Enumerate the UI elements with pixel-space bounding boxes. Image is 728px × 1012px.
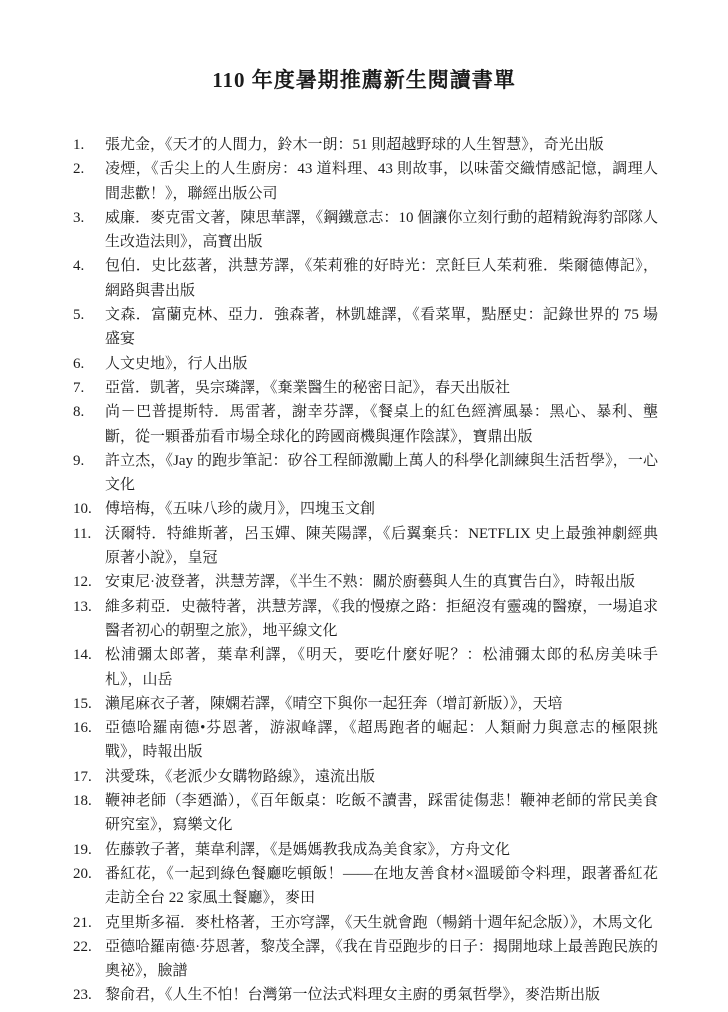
item-number: 6. <box>73 355 85 372</box>
page-title: 110 年度暑期推薦新生閱讀書單 <box>212 68 516 92</box>
list-item <box>73 254 658 303</box>
item-text: 安東尼·波登著，洪慧芳譯，《半生不熟：關於廚藝與人生的真實告白》，時報出版 <box>105 574 635 591</box>
item-text: 凌煙，《舌尖上的人生廚房：43 道料理、43 則故事，以味蕾交織情感記憶，調理人間悲歡！》，聯經出版公司 <box>105 161 658 202</box>
item-text: 傅培梅，《五味八珍的歲月》，四塊玉文創 <box>105 501 376 518</box>
list-item <box>73 497 658 521</box>
item-number: 2. <box>73 161 85 178</box>
item-text: 洪愛珠，《老派少女購物路線》，遠流出版 <box>105 768 376 785</box>
item-text: 包伯．史比茲著，洪慧芳譯，《茱莉雅的好時光：烹飪巨人茱莉雅．柴爾德傳記》，網路與書出版 <box>105 258 658 299</box>
item-text: 番紅花，《一起到綠色餐廳吃頓飯！——在地友善食材×溫暖節令料理，跟著番紅花走訪全台 22 家風土餐廳》，麥田 <box>105 865 658 907</box>
item-text: 亞德哈羅南德·芬恩著，黎茂全譯，《我在肯亞跑步的日子：揭開地球上最善跑民族的奧祕》，臉譜 <box>105 938 658 980</box>
list-item <box>73 911 658 935</box>
item-text: 亞當．凱著，吳宗璘譯，《棄業醫生的秘密日記》，春天出版社 <box>105 379 511 396</box>
item-number: 7. <box>73 379 85 396</box>
item-number: 9. <box>73 452 85 469</box>
item-number: 11. <box>73 525 92 542</box>
list-item <box>73 765 658 789</box>
list-item <box>73 595 658 644</box>
item-text: 人文史地》，行人出版 <box>105 355 248 372</box>
item-text: 維多莉亞．史薇特著，洪慧芳譯，《我的慢療之路：拒絕沒有靈魂的醫療，一場追求醫者初心的朝聖之旅》，地平線文化 <box>105 598 658 639</box>
list-item <box>73 522 658 571</box>
list-item <box>73 983 658 1007</box>
list-item <box>73 838 658 862</box>
list-item <box>73 133 658 157</box>
item-number: 19. <box>73 841 92 858</box>
item-number: 1. <box>73 137 85 153</box>
list-item <box>73 643 658 692</box>
item-number: 17. <box>73 768 92 785</box>
item-number: 23. <box>73 987 92 1004</box>
list-item <box>73 206 658 255</box>
item-text: 佐藤敦子著，葉韋利譯，《是媽媽教我成為美食家》，方舟文化 <box>105 841 511 858</box>
item-number: 12. <box>73 574 92 591</box>
item-number: 15. <box>73 695 92 712</box>
item-text: 文森．富蘭克林、亞力．強森著，林凱雄譯，《看菜單，點歷史：記錄世界的 75 場盛宴 <box>105 307 658 348</box>
item-number: 13. <box>73 598 92 615</box>
item-number: 3. <box>73 209 85 226</box>
item-text: 瀨尾麻衣子著，陳嫻若譯，《晴空下與你一起狂奔（增訂新版）》，天培 <box>105 695 563 712</box>
item-text: 鞭神老師（李廼澔），《百年飯桌：吃飯不讀書，踩雷徒傷悲！鞭神老師的常民美食研究室》，寫樂文化 <box>105 793 658 834</box>
item-number: 20. <box>73 865 92 882</box>
list-item <box>73 449 658 498</box>
item-text: 許立杰，《Jay 的跑步筆記：矽谷工程師激勵上萬人的科學化訓練與生活哲學》，一心文化 <box>105 452 658 494</box>
item-number: 8. <box>73 404 85 421</box>
item-text: 松浦彌太郎著，葉韋利譯，《明天，要吃什麼好呢？：松浦彌太郎的私房美味手札》，山岳 <box>105 647 658 688</box>
item-number: 10. <box>73 501 92 518</box>
item-text: 克里斯多福．麥杜格著，王亦穹譯，《天生就會跑（暢銷十週年紀念版）》，木馬文化 <box>105 914 653 931</box>
list-item <box>73 862 658 911</box>
item-number: 16. <box>73 720 92 737</box>
item-text: 亞德哈羅南德•芬恩著，游淑峰譯，《超馬跑者的崛起：人類耐力與意志的極限挑戰》，時報出版 <box>105 720 658 761</box>
list-item <box>73 400 658 449</box>
item-text: 威廉．麥克雷文著，陳思華譯，《鋼鐵意志：10 個讓你立刻行動的超精銳海豹部隊人生改造法則》，高寶出版 <box>105 209 658 251</box>
item-number: 18. <box>73 793 92 810</box>
item-text: 尚－巴普提斯特．馬雷著，謝幸芬譯，《餐桌上的紅色經濟風暴：黑心、暴利、壟斷，從一顆番茄看市場全球化的跨國商機與運作陰謀》，寶鼎出版 <box>105 404 658 445</box>
list-item <box>73 692 658 716</box>
reading-list <box>0 133 728 1008</box>
list-item <box>73 935 658 984</box>
item-number: 22. <box>73 938 92 955</box>
list-item <box>73 789 658 838</box>
list-item <box>73 303 658 352</box>
item-number: 14. <box>73 647 92 664</box>
list-item <box>73 716 658 765</box>
item-text: 黎俞君，《人生不怕！台灣第一位法式料理女主廚的勇氣哲學》，麥浩斯出版 <box>105 987 601 1004</box>
item-text: 張尤金，《天才的人間力，鈴木一朗：51 則超越野球的人生智慧》，奇光出版 <box>105 137 604 153</box>
item-text: 沃爾特．特維斯著，呂玉嬋、陳芙陽譯，《后翼棄兵：NETFLIX 史上最強神劇經典原著小說》，皇冠 <box>105 525 658 567</box>
item-number: 5. <box>73 307 85 324</box>
item-number: 21. <box>73 914 92 931</box>
list-item <box>73 157 658 206</box>
list-item <box>73 570 658 594</box>
list-item <box>73 376 658 400</box>
item-number: 4. <box>73 258 85 275</box>
list-item <box>73 352 658 376</box>
